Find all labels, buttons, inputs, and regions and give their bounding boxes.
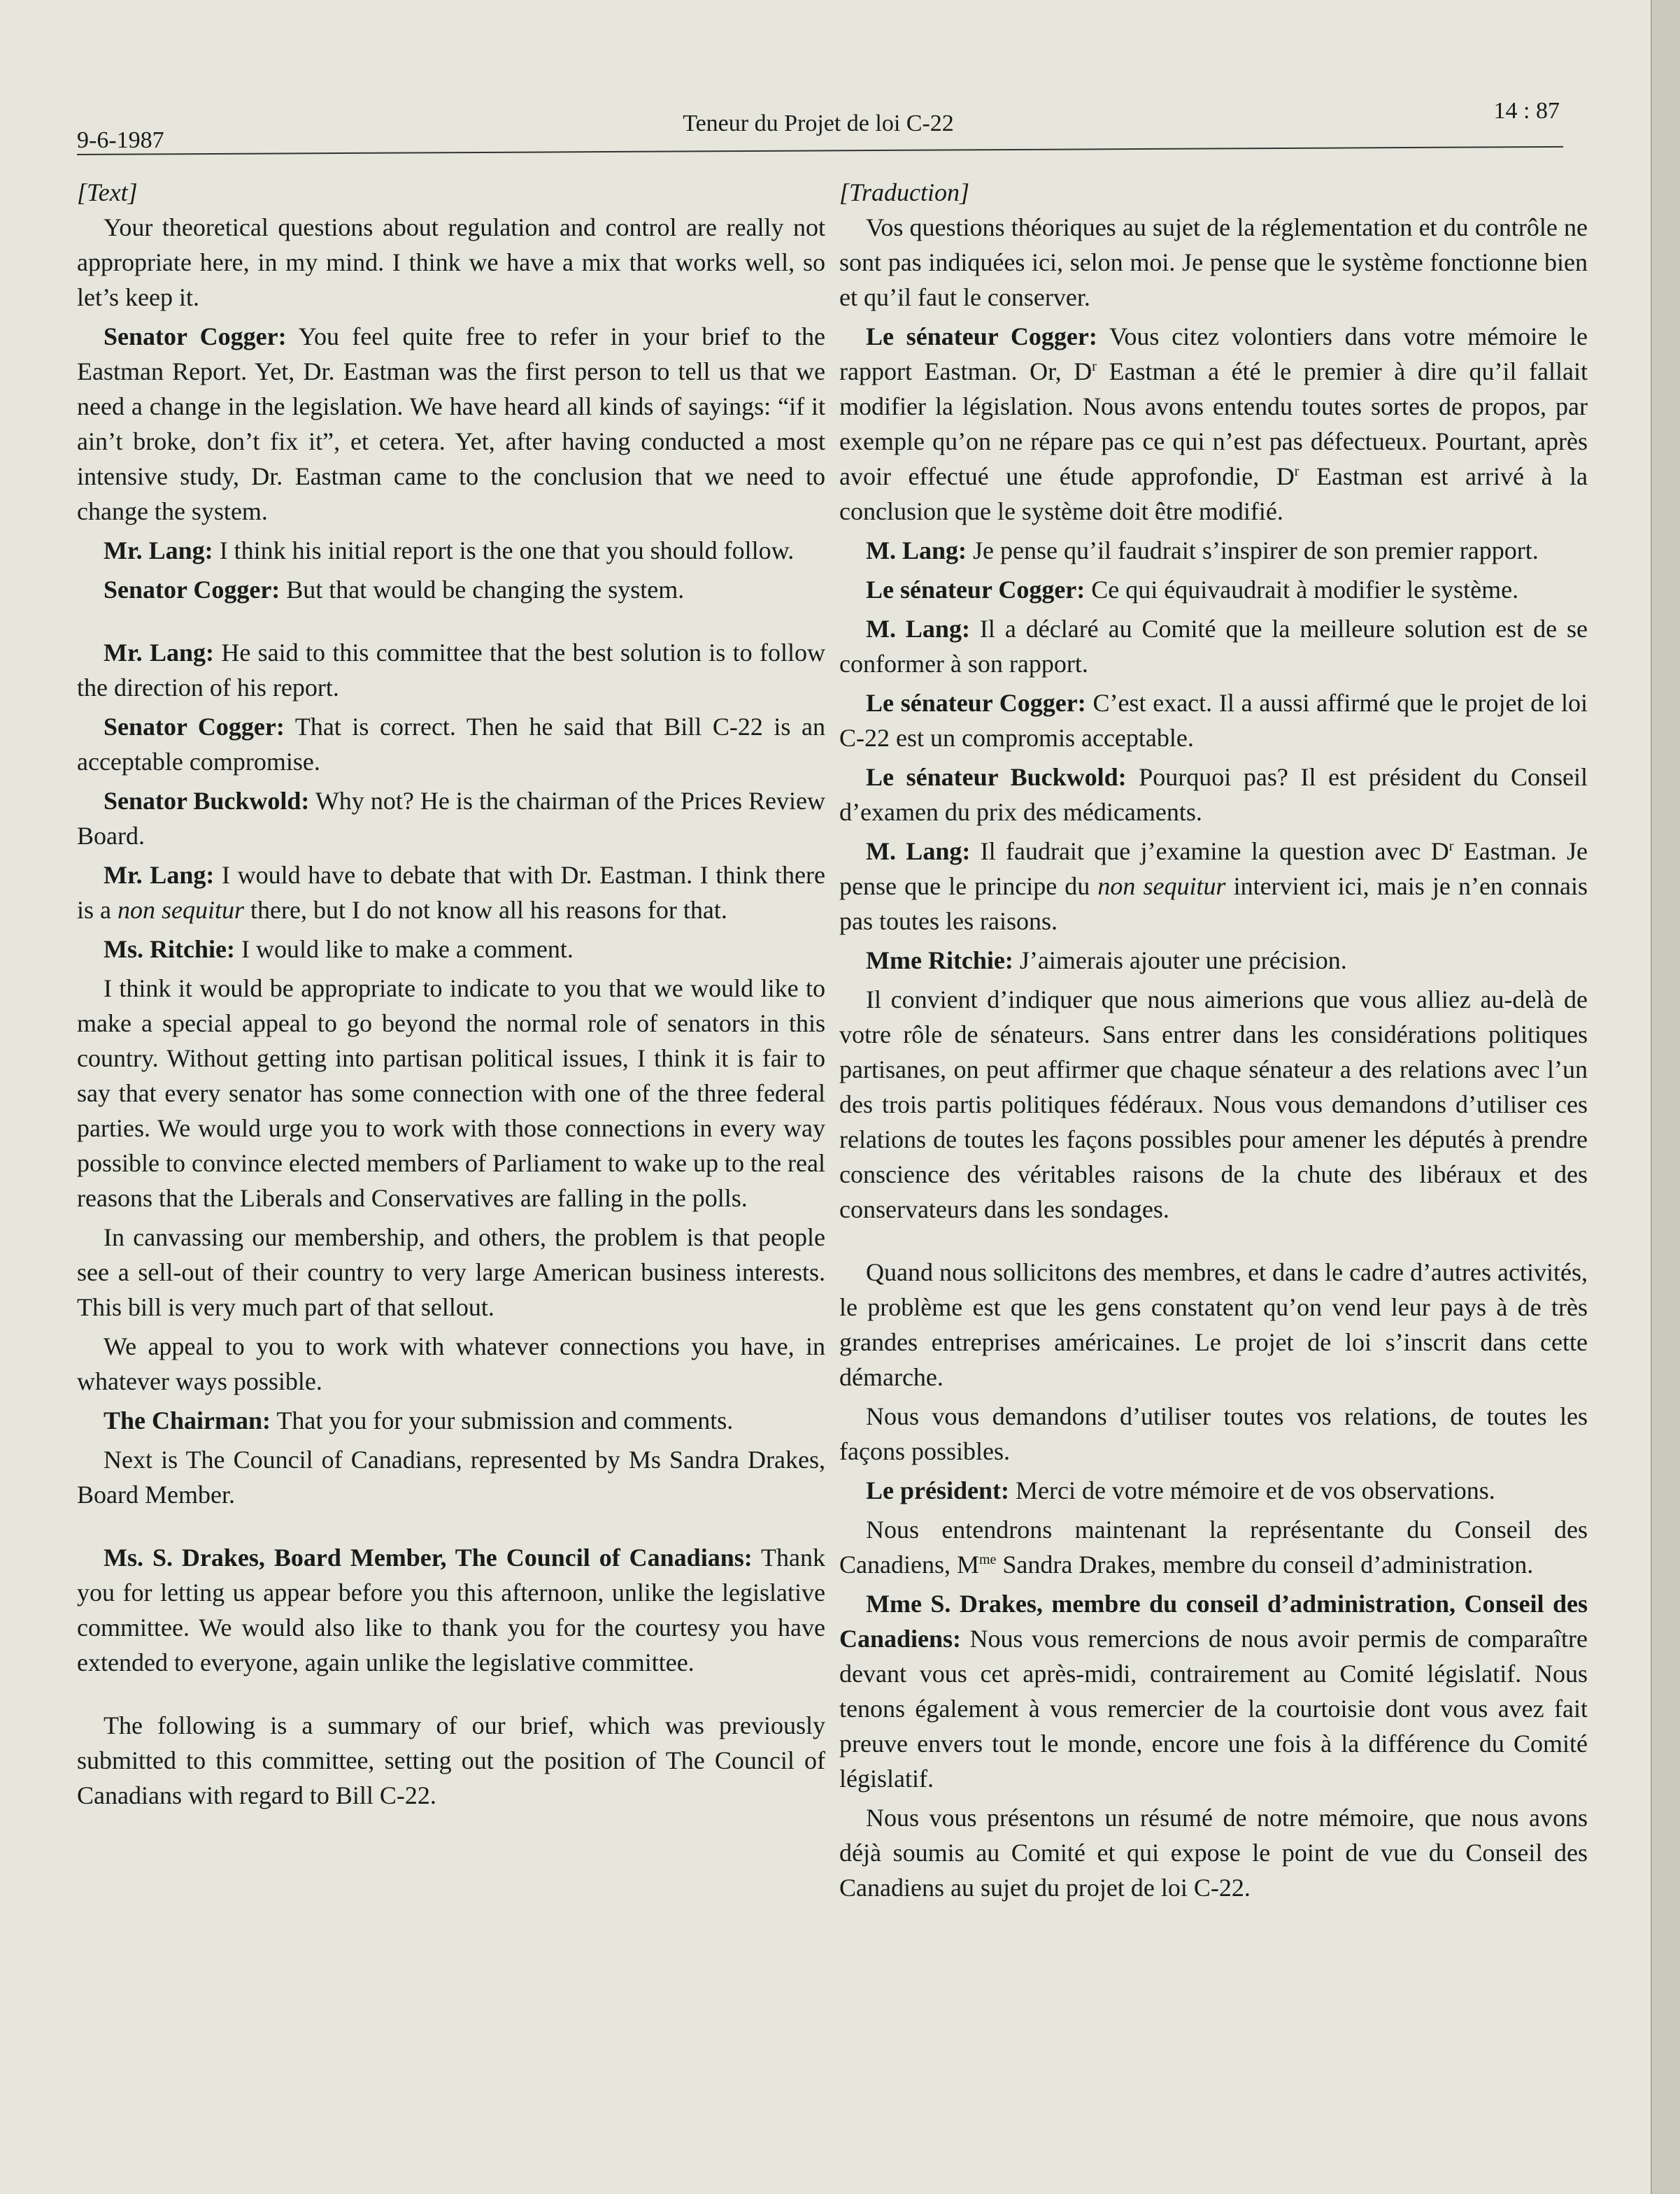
paragraph [77,1403,825,1438]
speaker-name: Senator Buckwold: [104,787,310,815]
speaker-name: M. Lang: [866,615,970,643]
paragraph: Next is The Council of Canadians, represented by Ms Sandra Drakes, Board Member. [77,1446,825,1509]
superscript: r [1294,464,1300,479]
paragraph: Nous vous présentons un résumé de notre mémoire, que nous avons déjà soumis au Comité et qui expose le point de vue du Conseil des Canadiens au sujet du projet de loi C-22. [839,1804,1588,1902]
french-column [839,175,1588,1909]
paragraph: The following is a summary of our brief, which was previously submitted to this committee, setting out the position of The Council of Canadians with regard to Bill C-22. [77,1711,825,1809]
speaker-name: Mr. Lang: [104,536,213,564]
superscript: me [978,1552,997,1567]
speech-text: Why not? He is the chairman of the Prices Review Board. [77,787,825,850]
binding-edge [1651,0,1680,2194]
paragraph [839,943,1588,978]
paragraph [77,709,825,779]
paragraph [77,857,825,927]
paragraph [77,1540,825,1680]
speech-text: That is correct. Then he said that Bill C-22 is an acceptable compromise. [77,713,826,776]
paragraph [77,319,825,529]
speaker-name: The Chairman: [104,1406,271,1434]
speech-text: That you for your submission and comments. [271,1406,734,1434]
speaker-name: Le sénateur Cogger: [866,322,1097,350]
speech-text: Merci de votre mémoire et de vos observations. [1009,1476,1495,1504]
header-title: Teneur du Projet de loi C-22 [683,111,954,136]
speech-text: Je pense qu’il faudrait s’inspirer de son premier rapport. [967,536,1539,564]
paragraph [77,533,825,568]
speech-text: I think his initial report is the one that you should follow. [213,536,795,564]
paragraph [77,635,825,705]
paragraph [839,685,1588,755]
speaker-name: Le sénateur Cogger: [866,576,1085,604]
speech-text: But that would be changing the system. [280,576,685,604]
paragraph [839,1473,1588,1508]
paragraph [839,611,1588,681]
paragraph [839,319,1588,529]
paragraph: In canvassing our membership, and others, the problem is that people see a sell-out of their country to very large American business interests. This bill is very much part of that sellout. [77,1223,825,1321]
speech-text: Il faudrait que j’examine la question avec D [970,837,1449,865]
speaker-name: Le président: [866,1476,1009,1504]
speaker-name: Senator Cogger: [104,322,287,350]
speaker-name: Le sénateur Buckwold: [866,763,1127,791]
paragraph [839,1586,1588,1796]
paragraph [839,572,1588,607]
paragraph: Vos questions théoriques au sujet de la réglementation et du contrôle ne sont pas indiquées ici, selon moi. Je pense que le système fonctionne bien et qu’il faut le conserver. [839,213,1588,311]
speech-text: Pourquoi pas? Il est président du Conseil d’examen du prix des médicaments. [839,763,1588,826]
speaker-name: Mr. Lang: [104,639,215,667]
page-header [77,98,1560,154]
speech-text: there, but I do not know all his reasons for that. [244,896,727,924]
paragraph [77,932,825,967]
speaker-name: Mr. Lang: [104,861,215,889]
speaker-name: Senator Cogger: [104,576,280,604]
paragraph: Quand nous sollicitons des membres, et dans le cadre d’autres activités, le problème est que les gens constatent qu’on vend leur pays à de très grandes entreprises américaines. Le projet de loi s’inscrit dans cette démarche. [839,1258,1588,1391]
speech-text: I would like to make a comment. [234,935,574,963]
speech-text: Eastman est arrivé à la conclusion que le système doit être modifié. [839,462,1588,525]
paragraph: Il convient d’indiquer que nous aimerions que vous alliez au-delà de votre rôle de sénateurs. Sans entrer dans les considérations politiques partisanes, on peut affirmer que chaque sénateur a des relations avec l’un des trois partis politiques fédéraux. Nous vous demandons d’utiliser ces relations de toutes les façons possibles pour amener les députés à prendre conscience des véritables raisons de la chute des libéraux et des conservateurs dans les sondages. [839,985,1588,1223]
speaker-name: Ms. S. Drakes, Board Member, The Council of Canadians: [104,1544,753,1572]
text-tag: [Text] [77,178,138,206]
paragraph [839,1512,1588,1582]
speaker-name: Mme Ritchie: [866,946,1013,974]
speech-text: He said to this committee that the best solution is to follow the direction of his report. [77,639,825,701]
speech-text: Vous citez volontiers dans votre mémoire le rapport Eastman. Or, D [839,322,1588,385]
speech-text: Il a déclaré au Comité que la meilleure solution est de se conformer à son rapport. [839,615,1588,678]
superscript: r [1448,839,1454,854]
speech-text: Sandra Drakes, membre du conseil d’administration. [996,1551,1534,1579]
speaker-name: Le sénateur Cogger: [866,689,1086,717]
speech-text: C’est exact. Il a aussi affirmé que le projet de loi C-22 est un compromis acceptable. [839,689,1588,752]
speech-text: intervient ici, mais je n’en connais pas toutes les raisons. [839,872,1588,935]
speech-text: I would have to debate that with Dr. Eastman. I think there is a [77,861,825,924]
speech-text: You feel quite free to refer in your brief to the Eastman Report. Yet, Dr. Eastman was the first person to tell us that we need a change in the legislation. We have heard all kinds of sayings: “if it ain’t broke, don’t fix it”, et cetera. Yet, after having conducted a most intensive study, Dr. Eastman came to the conclusion that we need to change the system. [77,322,825,525]
traduction-tag: [Traduction] [839,178,970,206]
header-page-number: 14 : 87 [1493,98,1560,124]
header-date: 9-6-1987 [77,127,164,153]
paragraph [839,533,1588,568]
english-column [77,175,825,1817]
speaker-name: Senator Cogger: [104,713,285,741]
speech-text: Ce qui équivaudrait à modifier le système. [1085,576,1519,604]
paragraph [77,572,825,607]
paragraph [839,834,1588,939]
speech-text: Thank you for letting us appear before you this afternoon, unlike the legislative committee. We would also like to thank you for the courtesy you have extended to everyone, again unlike the legislative committee. [77,1544,825,1676]
paragraph [77,783,825,853]
speaker-name: Mme S. Drakes, membre du conseil d’administration, Conseil des Canadiens: [839,1590,1588,1653]
speech-text: Nous entendrons maintenant la représentante du Conseil des Canadiens, M [839,1516,1588,1579]
speaker-name: Ms. Ritchie: [104,935,235,963]
paragraph: Your theoretical questions about regulation and control are really not appropriate here, in my mind. I think we have a mix that works well, so let’s keep it. [77,213,825,311]
speech-text: Nous vous remercions de nous avoir permis de comparaître devant vous cet après-midi, contrairement au Comité législatif. Nous tenons également à vous remercier de la courtoisie dont vous avez fait preuve envers tout le monde, encore une fois à la différence du Comité législatif. [839,1625,1588,1793]
latin-phrase: non sequitur [1097,872,1226,900]
speech-text: J’aimerais ajouter une précision. [1013,946,1347,974]
speech-text: Eastman a été le premier à dire qu’il fallait modifier la législation. Nous avons entendu toutes sortes de propos, par exemple qu’on ne répare pas ce qui n’est pas défectueux. Pourtant, après avoir effectué une étude approfondie, D [839,357,1588,490]
speaker-name: M. Lang: [866,837,971,865]
speaker-name: M. Lang: [866,536,967,564]
paragraph: I think it would be appropriate to indicate to you that we would like to make a special appeal to go beyond the normal role of senators in this country. Without getting into partisan political issues, I think it is fair to say that every senator has some connection with one of the three federal parties. We would urge you to work with those connections in every way possible to convince elected members of Parliament to wake up to the real reasons that the Liberals and Conservatives are falling in the polls. [77,974,825,1212]
latin-phrase: non sequitur [118,896,245,924]
speech-text: Eastman. Je pense que le principe du [839,837,1588,900]
paragraph: Nous vous demandons d’utiliser toutes vos relations, de toutes les façons possibles. [839,1402,1588,1465]
paragraph [839,760,1588,829]
superscript: r [1092,359,1097,374]
paragraph: We appeal to you to work with whatever connections you have, in whatever ways possible. [77,1332,825,1395]
